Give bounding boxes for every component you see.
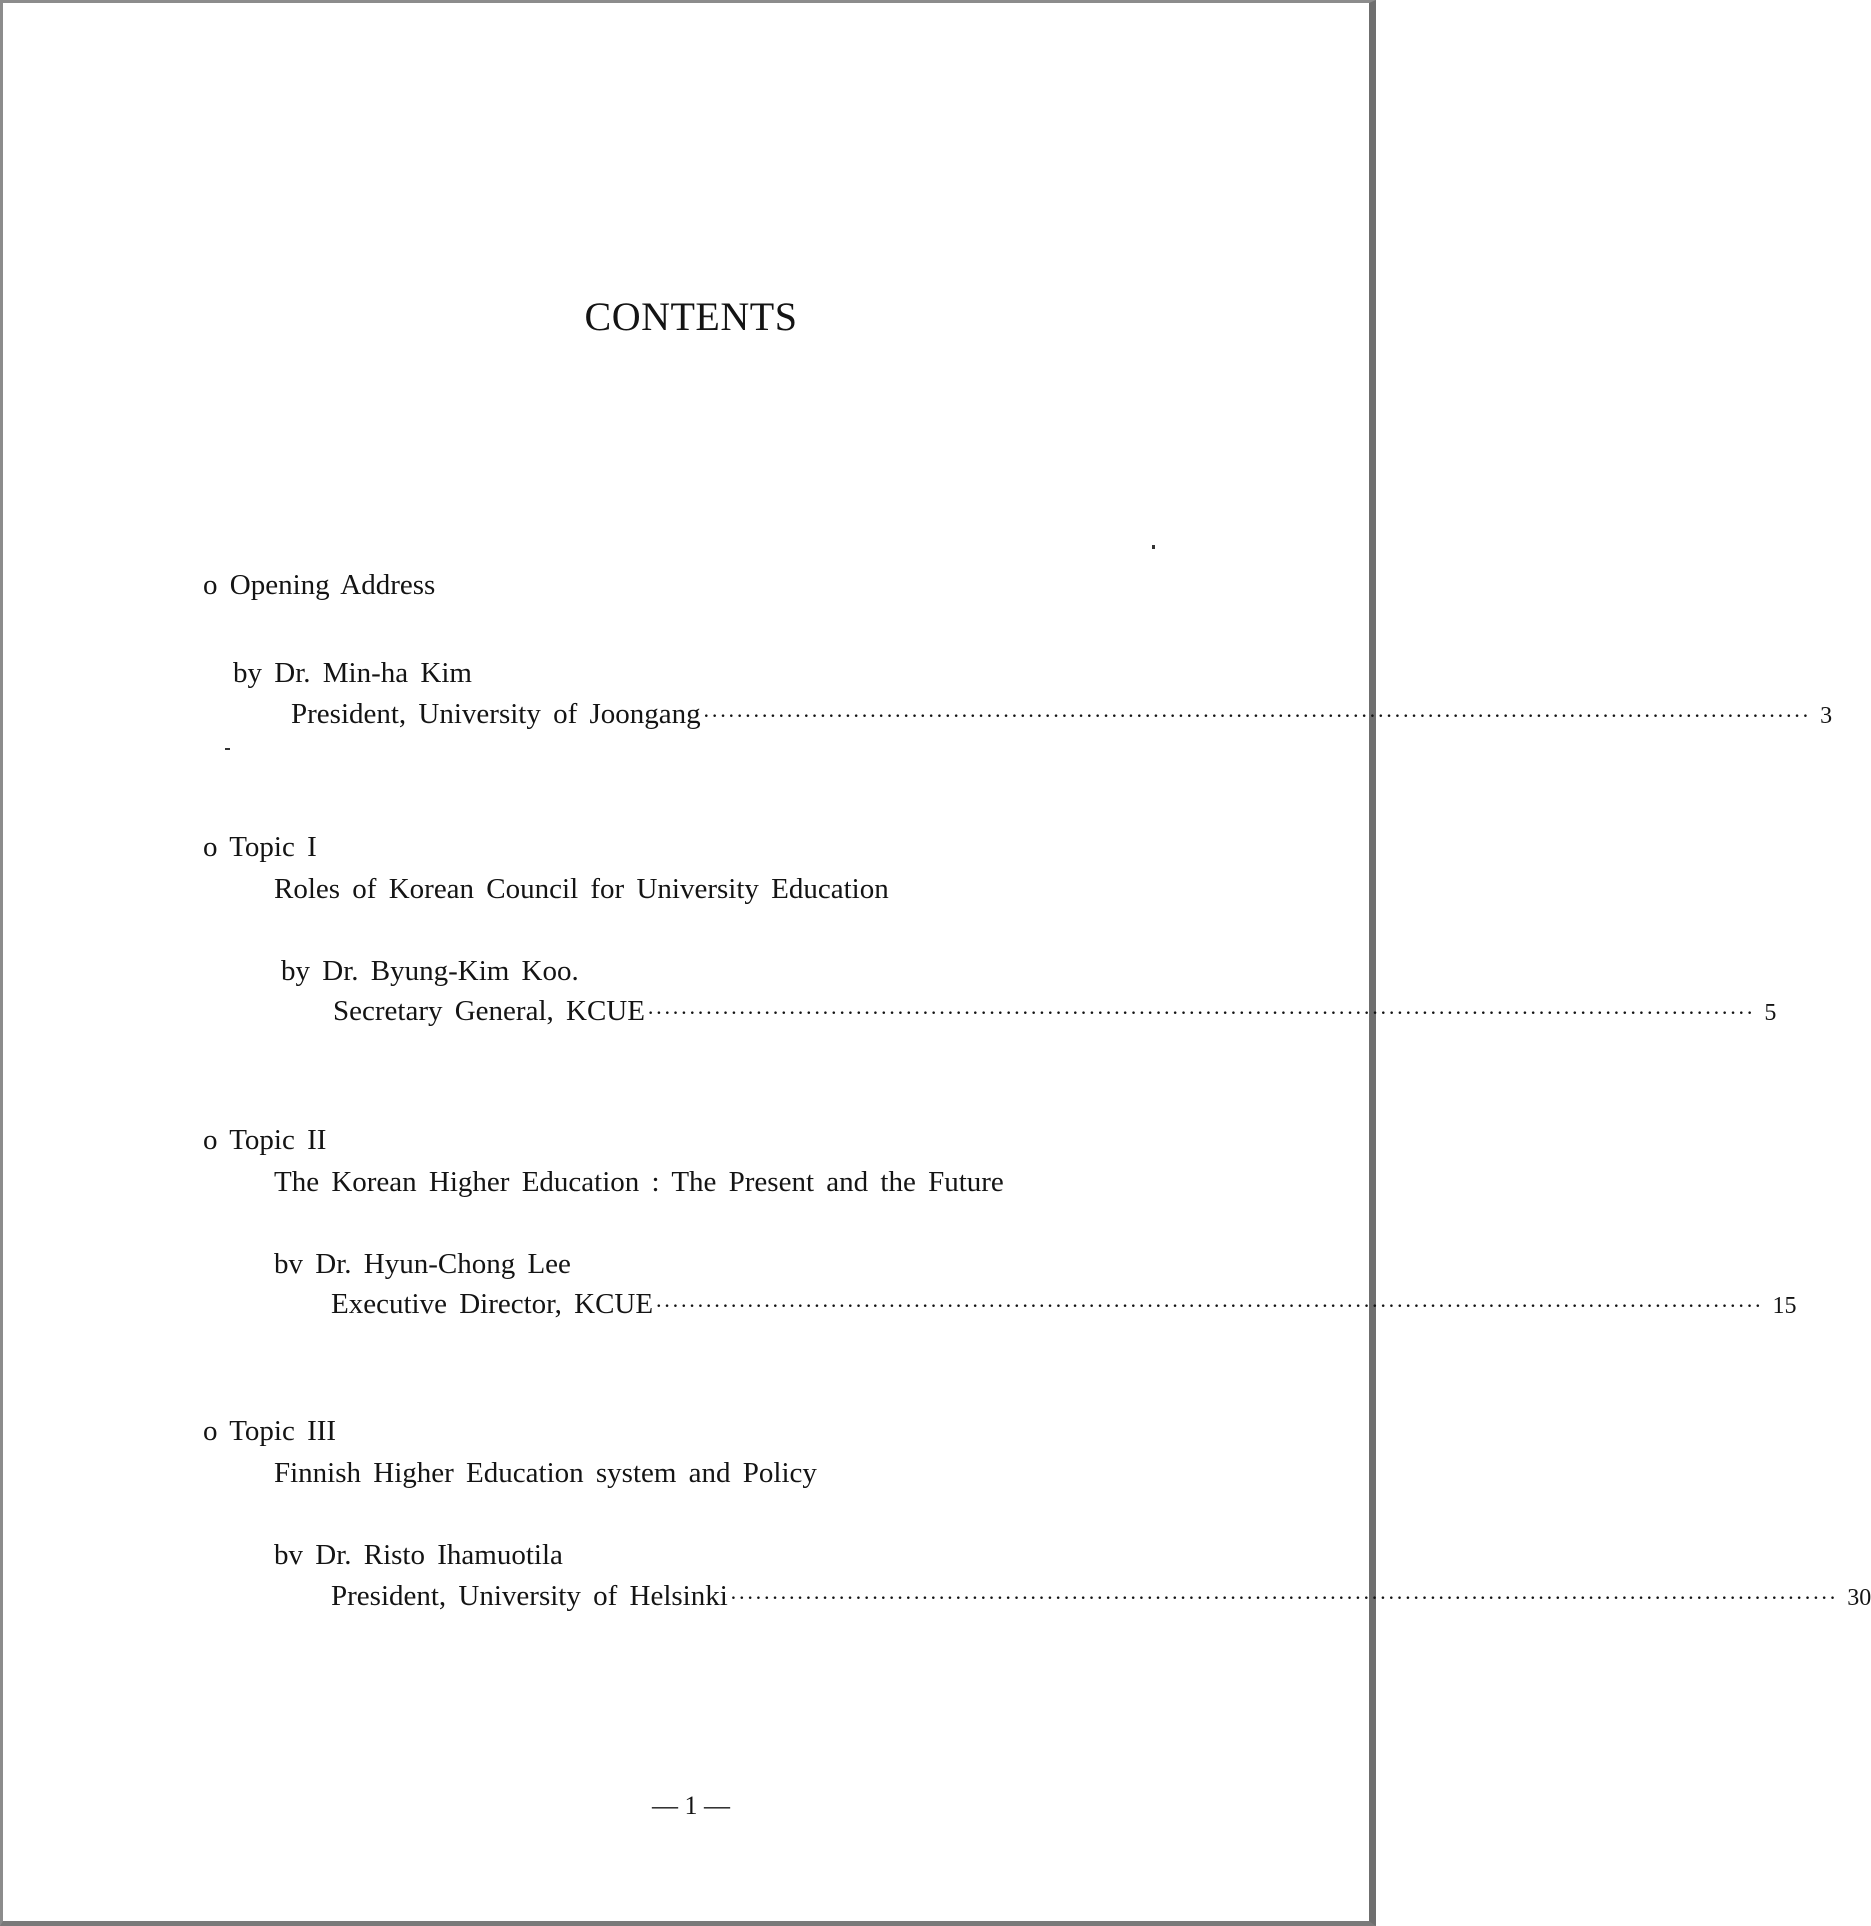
toc-entry-topic-3[interactable] xyxy=(331,1579,1871,1615)
toc-affiliation: Secretary General, KCUE xyxy=(333,995,645,1027)
toc-author-opening-address: by Dr. Min-ha Kim xyxy=(233,657,472,689)
toc-heading-topic-1: o Topic I xyxy=(203,831,317,863)
toc-heading-topic-3: o Topic III xyxy=(203,1415,337,1447)
dot-leader: ····································································································································· xyxy=(702,703,1811,728)
page-title: CONTENTS xyxy=(584,294,798,339)
dot-leader: ····································································································································· xyxy=(655,1293,1763,1318)
toc-page-number: 30 xyxy=(1847,1585,1871,1611)
toc-author-topic-1: by Dr. Byung-Kim Koo. xyxy=(281,955,579,987)
dot-leader: ····································································································································· xyxy=(729,1585,1838,1610)
scan-speck xyxy=(1152,545,1155,549)
toc-subtitle-topic-3: Finnish Higher Education system and Policy xyxy=(274,1457,817,1489)
toc-affiliation: President, University of Joongang xyxy=(291,698,701,730)
dot-leader: ····································································································································· xyxy=(646,1000,1755,1025)
toc-subtitle-topic-2: The Korean Higher Education : The Present and the Future xyxy=(274,1166,1004,1198)
toc-entry-topic-1[interactable] xyxy=(333,994,1777,1030)
toc-entry-topic-2[interactable] xyxy=(331,1287,1797,1323)
toc-heading-opening-address: o Opening Address xyxy=(203,569,436,601)
toc-affiliation: Executive Director, KCUE xyxy=(331,1288,654,1320)
page-footer-number: — 1 — xyxy=(652,1791,730,1820)
toc-affiliation: President, University of Helsinki xyxy=(331,1580,728,1612)
toc-entry-opening-address[interactable] xyxy=(291,697,1833,733)
toc-author-topic-2: bv Dr. Hyun-Chong Lee xyxy=(274,1248,571,1280)
toc-page-number: 15 xyxy=(1772,1293,1797,1319)
toc-page-number: 5 xyxy=(1764,1000,1777,1026)
toc-author-topic-3: bv Dr. Risto Ihamuotila xyxy=(274,1539,563,1571)
toc-heading-topic-2: o Topic II xyxy=(203,1124,327,1156)
toc-subtitle-topic-1: Roles of Korean Council for University Education xyxy=(274,873,889,905)
toc-page-number: 3 xyxy=(1820,703,1833,729)
scan-speck xyxy=(225,748,230,750)
